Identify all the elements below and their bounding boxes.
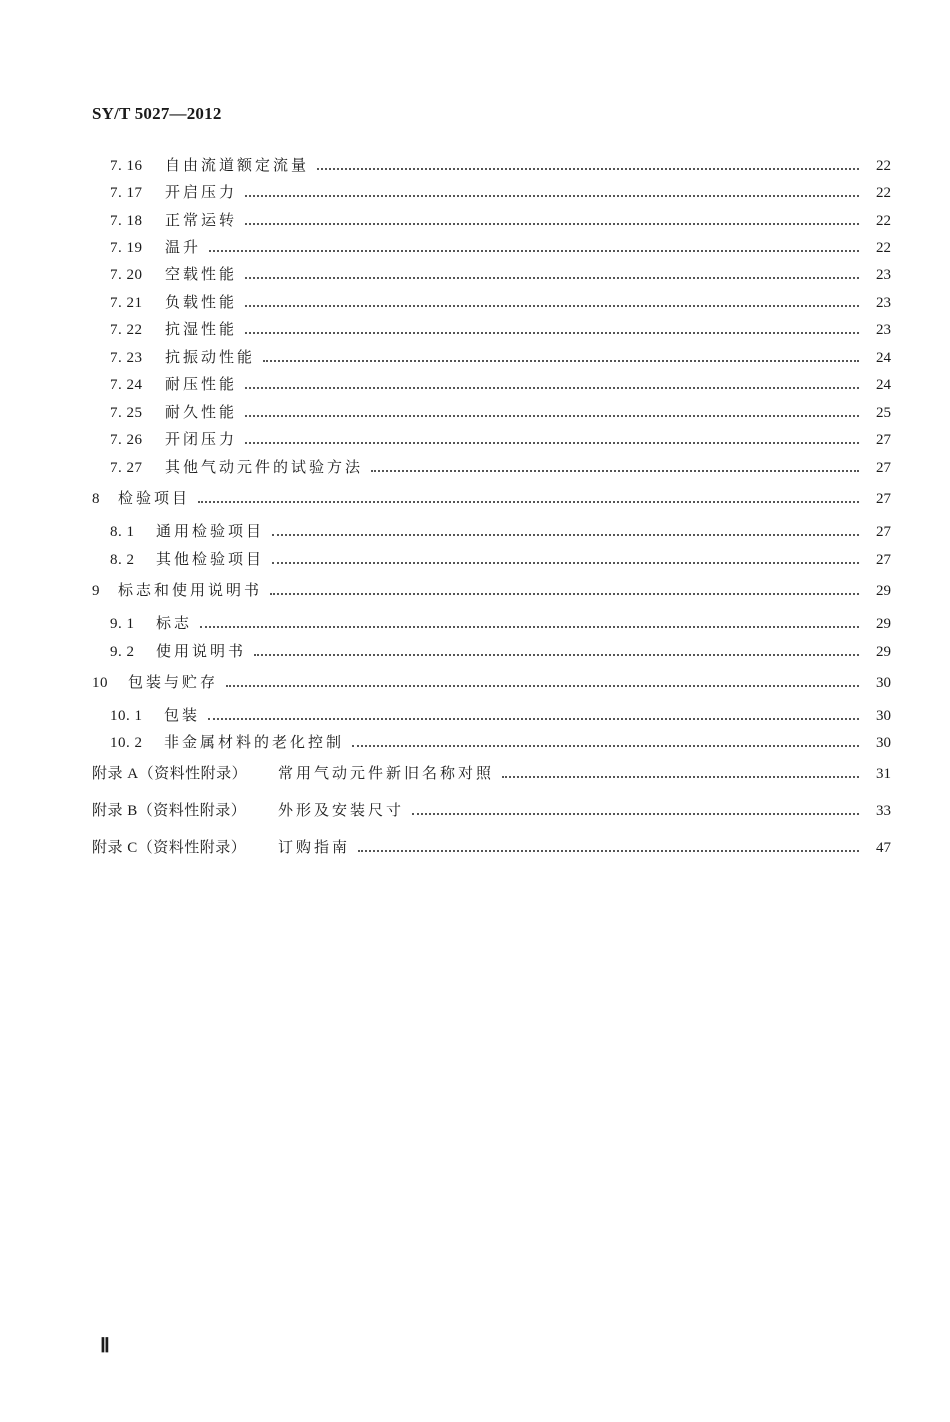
- toc-entry-number: 8: [92, 491, 100, 507]
- toc-entry-title: 开启压力: [165, 183, 238, 201]
- toc-entry-page: 31: [876, 766, 891, 782]
- toc-entry-number: 9. 2: [110, 644, 135, 660]
- toc-entry[interactable]: [110, 428, 891, 450]
- toc-entry-page: 27: [876, 460, 891, 476]
- toc-entry[interactable]: [110, 731, 891, 753]
- toc-entry-page: 22: [876, 213, 891, 229]
- toc-entry-page: 29: [876, 583, 891, 599]
- toc-entry[interactable]: [110, 612, 891, 634]
- toc-entry-page: 24: [876, 350, 891, 366]
- toc-entry-title: 包装: [164, 706, 201, 724]
- toc-dot-leader: [208, 718, 859, 720]
- toc-entry-title: 使用说明书: [156, 642, 247, 660]
- toc-dot-leader: [245, 387, 859, 389]
- toc-entry[interactable]: [110, 640, 891, 662]
- toc-entry-number: 7. 23: [110, 350, 143, 366]
- toc-dot-leader: [245, 195, 859, 197]
- toc-entry[interactable]: [110, 373, 891, 395]
- toc-entry-number: 附录 C（资料性附录）: [92, 840, 247, 856]
- toc-entry-page: 23: [876, 267, 891, 283]
- toc-entry-number: 7. 18: [110, 213, 143, 229]
- toc-entry[interactable]: [92, 836, 891, 858]
- toc-entry-title: 自由流道额定流量: [165, 156, 310, 174]
- toc-entry-number: 10. 2: [110, 735, 143, 751]
- toc-entry-title: 外形及安装尺寸: [278, 801, 405, 819]
- toc-dot-leader: [209, 250, 859, 252]
- toc-entry-title: 标志和使用说明书: [118, 581, 263, 599]
- toc-dot-leader: [502, 776, 859, 778]
- toc-dot-leader: [226, 685, 859, 687]
- toc-entry-number: 附录 B（资料性附录）: [92, 803, 247, 819]
- toc-entry-title: 耐久性能: [165, 403, 238, 421]
- toc-entry-title: 抗振动性能: [165, 348, 256, 366]
- toc-entry-title: 非金属材料的老化控制: [164, 733, 345, 751]
- toc-dot-leader: [254, 654, 859, 656]
- toc-entry-title: 订购指南: [278, 838, 351, 856]
- toc-entry-title: 通用检验项目: [156, 522, 265, 540]
- toc-entry[interactable]: [110, 401, 891, 423]
- page-number: Ⅱ: [100, 1335, 110, 1357]
- toc-entry[interactable]: [110, 548, 891, 570]
- toc-entry-number: 9. 1: [110, 616, 135, 632]
- toc-dot-leader: [245, 442, 859, 444]
- toc-entry-number: 10. 1: [110, 708, 143, 724]
- toc-entry-title: 正常运转: [165, 211, 238, 229]
- toc-entry-number: 7. 19: [110, 240, 143, 256]
- toc-dot-leader: [245, 305, 859, 307]
- toc-entry-title: 开闭压力: [165, 430, 238, 448]
- toc-entry-page: 29: [876, 616, 891, 632]
- toc-entry[interactable]: [110, 236, 891, 258]
- toc-entry-page: 24: [876, 377, 891, 393]
- toc-entry-title: 抗湿性能: [165, 320, 238, 338]
- toc-entry-number: 7. 24: [110, 377, 143, 393]
- toc-entry[interactable]: [110, 291, 891, 313]
- toc-entry-number: 7. 20: [110, 267, 143, 283]
- toc-dot-leader: [245, 332, 859, 334]
- toc-entry[interactable]: [92, 579, 891, 601]
- toc-entry-number: 7. 22: [110, 322, 143, 338]
- toc-entry[interactable]: [110, 154, 891, 176]
- toc-entry[interactable]: [92, 487, 891, 509]
- toc-entry-title: 温升: [165, 238, 202, 256]
- toc-entry-number: 7. 17: [110, 185, 143, 201]
- toc-entry-number: 10: [92, 675, 108, 691]
- toc-entry-title: 检验项目: [118, 489, 191, 507]
- toc-entry[interactable]: [110, 209, 891, 231]
- toc-entry-page: 27: [876, 432, 891, 448]
- toc-entry-page: 22: [876, 158, 891, 174]
- toc-entry[interactable]: [110, 704, 891, 726]
- toc-entry-number: 7. 25: [110, 405, 143, 421]
- toc-entry-page: 27: [876, 491, 891, 507]
- toc-dot-leader: [352, 745, 859, 747]
- toc-entry-number: 7. 26: [110, 432, 143, 448]
- toc-dot-leader: [200, 626, 859, 628]
- toc-dot-leader: [412, 813, 859, 815]
- toc-entry-number: 7. 21: [110, 295, 143, 311]
- toc-entry-page: 29: [876, 644, 891, 660]
- toc-entry-page: 27: [876, 552, 891, 568]
- toc-entry-page: 30: [876, 708, 891, 724]
- toc-entry[interactable]: [110, 520, 891, 542]
- toc-dot-leader: [358, 850, 859, 852]
- toc-entry[interactable]: [110, 181, 891, 203]
- toc-dot-leader: [317, 168, 859, 170]
- toc-entry[interactable]: [92, 762, 891, 784]
- toc-dot-leader: [245, 277, 859, 279]
- toc-entry[interactable]: [110, 318, 891, 340]
- toc-entry-number: 8. 1: [110, 524, 135, 540]
- toc-entry-title: 负载性能: [165, 293, 238, 311]
- toc-entry-page: 25: [876, 405, 891, 421]
- toc-dot-leader: [272, 534, 859, 536]
- toc-dot-leader: [371, 470, 859, 472]
- toc-entry-page: 22: [876, 240, 891, 256]
- toc-entry-title: 标志: [156, 614, 193, 632]
- toc-dot-leader: [198, 501, 859, 503]
- toc-entry[interactable]: [110, 263, 891, 285]
- toc-entry-title: 其他气动元件的试验方法: [165, 458, 364, 476]
- toc-entry-title: 其他检验项目: [156, 550, 265, 568]
- toc-entry[interactable]: [92, 671, 891, 693]
- toc-entry[interactable]: [110, 456, 891, 478]
- toc-entry-number: 9: [92, 583, 100, 599]
- toc-dot-leader: [245, 223, 859, 225]
- toc-entry-number: 8. 2: [110, 552, 135, 568]
- toc-entry[interactable]: [110, 346, 891, 368]
- toc-entry-number: 7. 16: [110, 158, 143, 174]
- toc-dot-leader: [272, 562, 859, 564]
- toc-entry-title: 常用气动元件新旧名称对照: [278, 764, 495, 782]
- toc-entry-page: 23: [876, 295, 891, 311]
- toc-entry-page: 33: [876, 803, 891, 819]
- toc-entry-page: 30: [876, 735, 891, 751]
- toc-entry-title: 包装与贮存: [128, 673, 219, 691]
- toc-entry-title: 耐压性能: [165, 375, 238, 393]
- toc-entry-page: 23: [876, 322, 891, 338]
- toc-dot-leader: [263, 360, 859, 362]
- toc-entry-number: 7. 27: [110, 460, 143, 476]
- toc-entry[interactable]: [92, 799, 891, 821]
- toc-entry-page: 47: [876, 840, 891, 856]
- toc-dot-leader: [245, 415, 859, 417]
- toc-entry-page: 27: [876, 524, 891, 540]
- toc-entry-title: 空载性能: [165, 265, 238, 283]
- standard-code: SY/T 5027—2012: [92, 104, 222, 123]
- toc-entry-page: 22: [876, 185, 891, 201]
- toc-entry-page: 30: [876, 675, 891, 691]
- toc-dot-leader: [270, 593, 859, 595]
- toc-entry-number: 附录 A（资料性附录）: [92, 766, 248, 782]
